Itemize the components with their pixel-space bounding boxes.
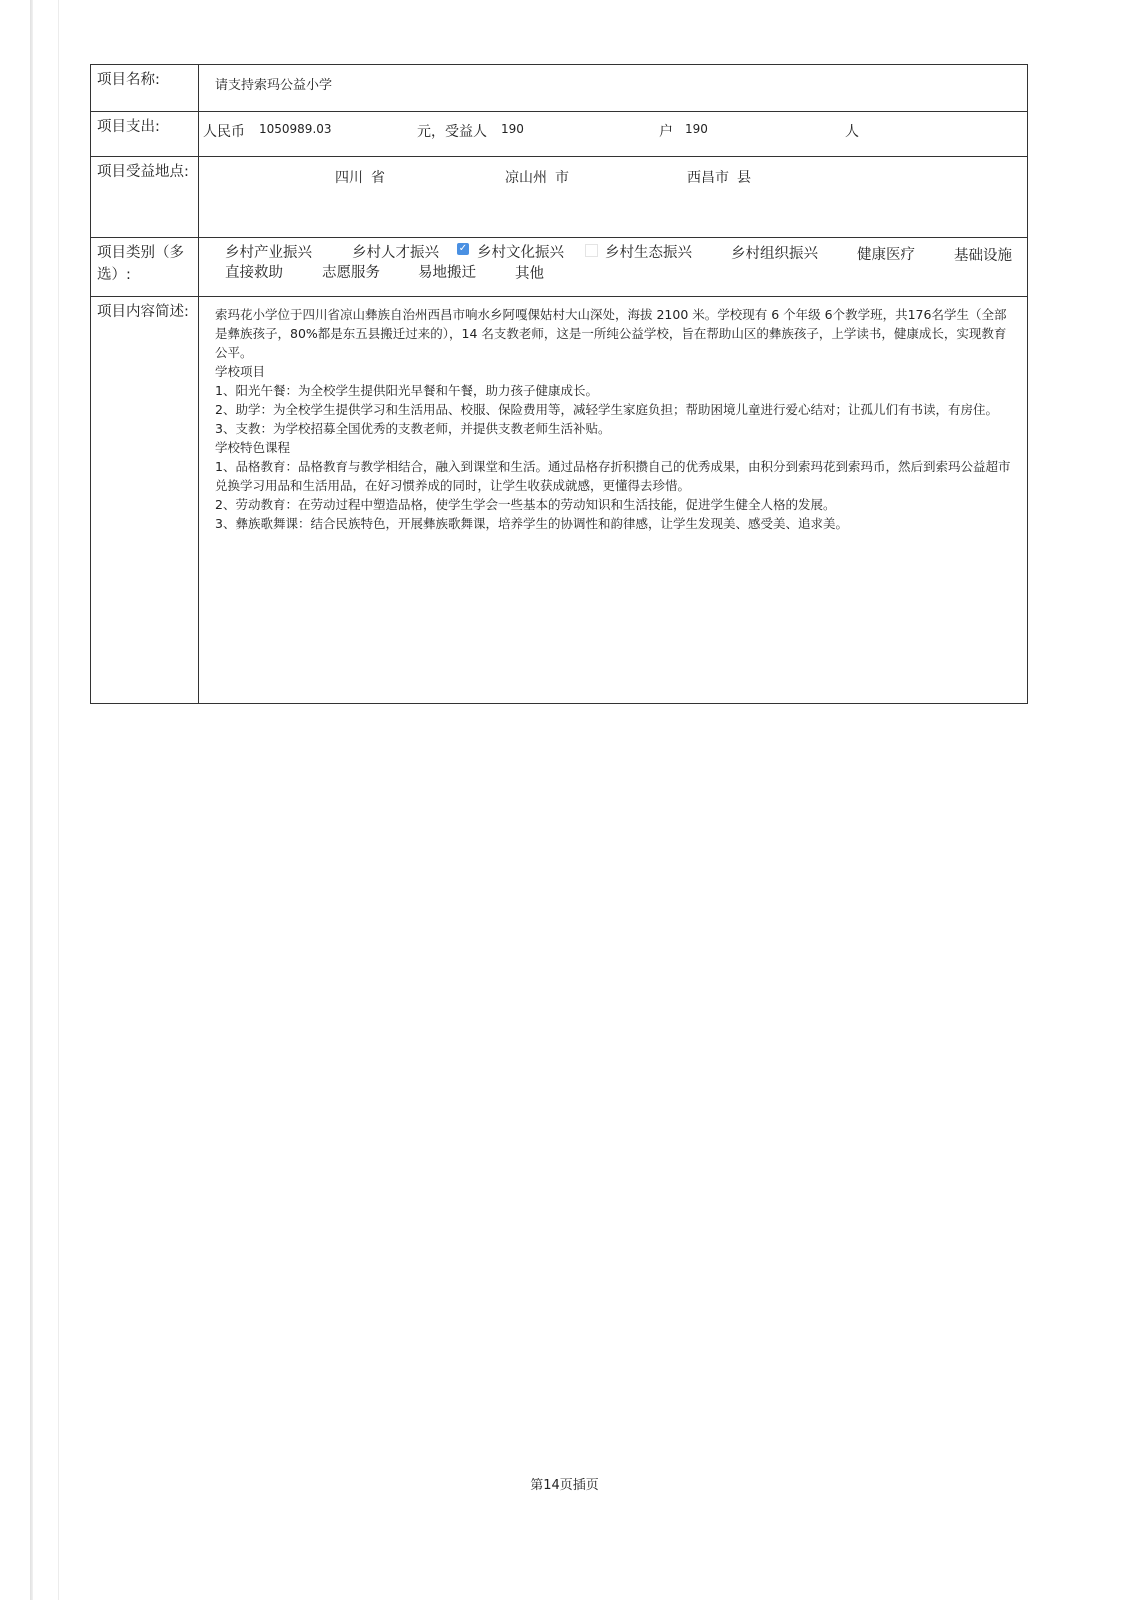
county-value: 西昌市 bbox=[687, 170, 729, 186]
category-option-infrastructure[interactable]: 基础设施 bbox=[954, 248, 1012, 264]
description-content bbox=[199, 297, 1027, 533]
expenditure-label: 项目支出: bbox=[91, 112, 199, 157]
category-option-rural-talent[interactable]: 乡村人才振兴 bbox=[352, 245, 439, 261]
project-name-label: 项目名称: bbox=[91, 65, 199, 112]
province-unit: 省 bbox=[371, 170, 385, 186]
course-yi-song-dance: 3、彝族歌舞课：结合民族特色，开展彝族歌舞课，培养学生的协调性和韵律感，让学生发现美、感受美、追求美。 bbox=[215, 516, 848, 531]
households-value: 190 bbox=[501, 122, 524, 136]
persons-value: 190 bbox=[685, 122, 708, 136]
unit-household: 户 bbox=[659, 124, 673, 140]
location-cell bbox=[199, 157, 1028, 238]
project-form-table bbox=[90, 64, 1028, 704]
city-value: 凉山州 bbox=[505, 170, 547, 186]
expenditure-cell bbox=[199, 112, 1028, 157]
category-option-other[interactable]: 其他 bbox=[515, 266, 544, 282]
category-cell bbox=[199, 238, 1028, 297]
course-character-education: 1、品格教育：品格教育与教学相结合，融入到课堂和生活。通过品格存折积攒自己的优秀成果，由积分到索玛花到索玛币，然后到索玛公益超市兑换学习用品和生活用品，在好习惯养成的同时，让学生收获成就感，更懂得去珍惜。 bbox=[215, 459, 1011, 493]
category-option-health-care[interactable]: 健康医疗 bbox=[857, 247, 915, 263]
category-label: 项目类别（多选）: bbox=[91, 238, 199, 297]
row-location bbox=[91, 157, 1028, 238]
project-teaching-support: 3、支教：为学校招募全国优秀的支教老师，并提供支教老师生活补贴。 bbox=[215, 421, 611, 436]
category-option-relocation[interactable]: 易地搬迁 bbox=[418, 265, 476, 281]
project-name-value: 请支持索玛公益小学 bbox=[215, 78, 333, 93]
project-name-cell bbox=[199, 65, 1028, 112]
currency-label: 人民币 bbox=[203, 124, 245, 140]
unit-person: 人 bbox=[845, 124, 859, 140]
category-option-rural-culture[interactable]: 乡村文化振兴 bbox=[477, 245, 564, 261]
row-category bbox=[91, 238, 1028, 297]
project-sunshine-lunch: 1、阳光午餐：为全校学生提供阳光早餐和午餐，助力孩子健康成长。 bbox=[215, 383, 598, 398]
section-special-courses: 学校特色课程 bbox=[215, 440, 291, 455]
course-labor-education: 2、劳动教育：在劳动过程中塑造品格，使学生学会一些基本的劳动知识和生活技能，促进学生健全人格的发展。 bbox=[215, 497, 836, 512]
category-option-volunteer[interactable]: 志愿服务 bbox=[322, 265, 380, 281]
category-option-rural-industry[interactable]: 乡村产业振兴 bbox=[225, 245, 312, 261]
category-option-rural-ecology[interactable]: 乡村生态振兴 bbox=[605, 245, 692, 261]
row-expenditure bbox=[91, 112, 1028, 157]
page-footer: 第14页插页 bbox=[530, 1478, 599, 1493]
row-project-name bbox=[91, 65, 1028, 112]
checkbox-checked-icon[interactable]: ✓ bbox=[458, 243, 468, 254]
amount-value: 1050989.03 bbox=[259, 122, 332, 136]
category-option-rural-organization[interactable]: 乡村组织振兴 bbox=[731, 246, 818, 262]
city-unit: 市 bbox=[555, 170, 569, 186]
province-value: 四川 bbox=[335, 170, 363, 186]
description-intro: 索玛花小学位于四川省凉山彝族自治州西昌市响水乡阿嘎倮姑村大山深处，海拔 2100 米。学校现有 6 个年级 6个教学班，共176名学生（全部是彝族孩子，80%都是东五县搬迁过来的），14 名支教老师，这是一所纯公益学校，旨在帮助山区的彝族孩子，上学读书，健康成长，实现教育公平。 bbox=[215, 307, 1007, 360]
location-label: 项目受益地点: bbox=[91, 157, 199, 238]
row-description bbox=[91, 297, 1028, 704]
category-option-direct-aid[interactable]: 直接救助 bbox=[225, 265, 283, 281]
scan-edge-line bbox=[58, 0, 59, 1600]
scan-edge bbox=[30, 0, 33, 1600]
checkbox-empty-icon[interactable] bbox=[585, 244, 598, 257]
unit-yuan-beneficiary: 元，受益人 bbox=[417, 124, 487, 140]
county-unit: 县 bbox=[737, 170, 751, 186]
project-study-aid: 2、助学：为全校学生提供学习和生活用品、校服、保险费用等，减轻学生家庭负担；帮助困境儿童进行爱心结对；让孤儿们有书读，有房住。 bbox=[215, 402, 998, 417]
section-school-projects: 学校项目 bbox=[215, 364, 266, 379]
description-label: 项目内容简述: bbox=[91, 297, 199, 704]
description-cell bbox=[199, 297, 1028, 704]
